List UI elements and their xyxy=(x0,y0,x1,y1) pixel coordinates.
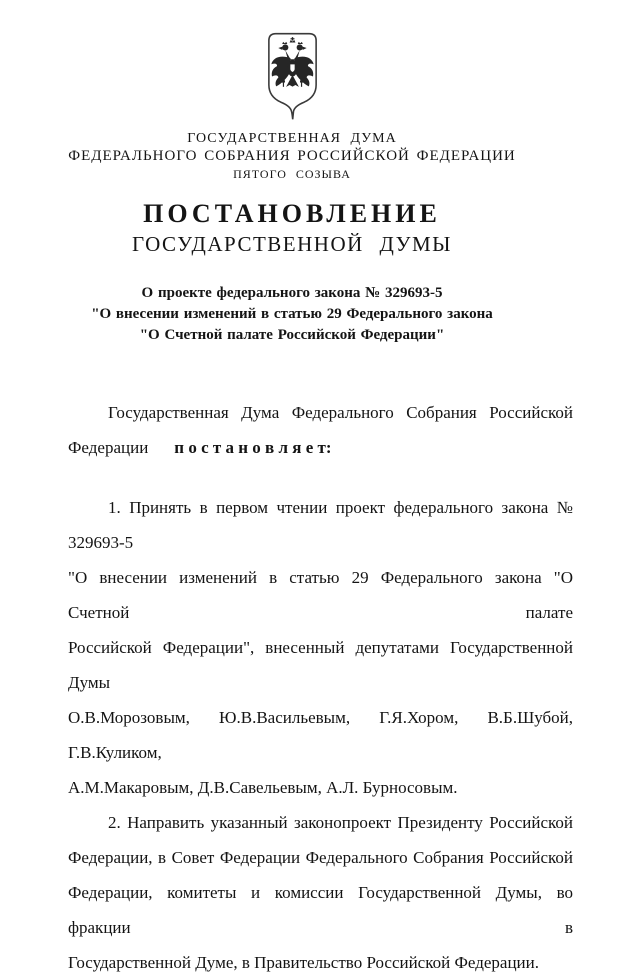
org-convocation-line: ПЯТОГО СОЗЫВА xyxy=(233,167,351,181)
document-subject xyxy=(0,283,584,346)
document-header xyxy=(0,28,584,346)
subject-line: О проекте федерального закона № 329693-5 xyxy=(141,285,443,301)
body-text-line: Федерации, в Совет Федерации Федерального Собрания Российской xyxy=(68,848,573,867)
body-text-line: 2. Направить указанный законопроект Президенту Российской xyxy=(108,813,573,832)
document-body xyxy=(0,395,640,980)
document-title: ПОСТАНОВЛЕНИЕ xyxy=(143,199,441,228)
body-text-line: 1. Принять в первом чтении проект федерального закона № 329693-5 xyxy=(68,498,573,552)
org-name-line2: ФЕДЕРАЛЬНОГО СОБРАНИЯ РОССИЙСКОЙ ФЕДЕРАЦИИ xyxy=(68,148,516,164)
body-text-line: О.В.Морозовым, Ю.В.Васильевым, Г.Я.Хором, В.Б.Шубой, Г.В.Куликом, xyxy=(68,708,573,762)
intro-prefix: Федерации xyxy=(68,438,149,457)
document-subtitle: ГОСУДАРСТВЕННОЙ ДУМЫ xyxy=(132,232,452,256)
body-text-line: "О внесении изменений в статью 29 Федерального закона "О Счетной палате xyxy=(68,568,573,622)
subject-line: "О внесении изменений в статью 29 Федерального закона xyxy=(91,306,493,322)
body-text-line: А.М.Макаровым, Д.В.Савельевым, А.Л. Бурносовым. xyxy=(68,778,458,797)
resolution-intro-paragraph xyxy=(68,395,573,465)
body-text-line: Федерации, комитеты и комиссии Государственной Думы, во фракции в xyxy=(68,883,573,937)
body-text-line: Государственной Думе, в Правительство Российской Федерации. xyxy=(68,953,540,972)
body-text-line xyxy=(68,430,573,465)
subject-line: "О Счетной палате Российской Федерации" xyxy=(139,327,445,343)
russia-coat-of-arms-icon xyxy=(261,28,324,124)
org-name-line1: ГОСУДАРСТВЕННАЯ ДУМА xyxy=(187,131,397,146)
body-text-line: Государственная Дума Федерального Собрания Российской xyxy=(108,403,573,422)
resolution-point-1 xyxy=(68,490,573,805)
body-text-line: Российской Федерации", внесенный депутатами Государственной Думы xyxy=(68,638,573,692)
emblem-container xyxy=(0,28,584,124)
resolution-point-2 xyxy=(68,805,573,980)
resolves-verb: п о с т а н о в л я е т: xyxy=(174,438,332,457)
